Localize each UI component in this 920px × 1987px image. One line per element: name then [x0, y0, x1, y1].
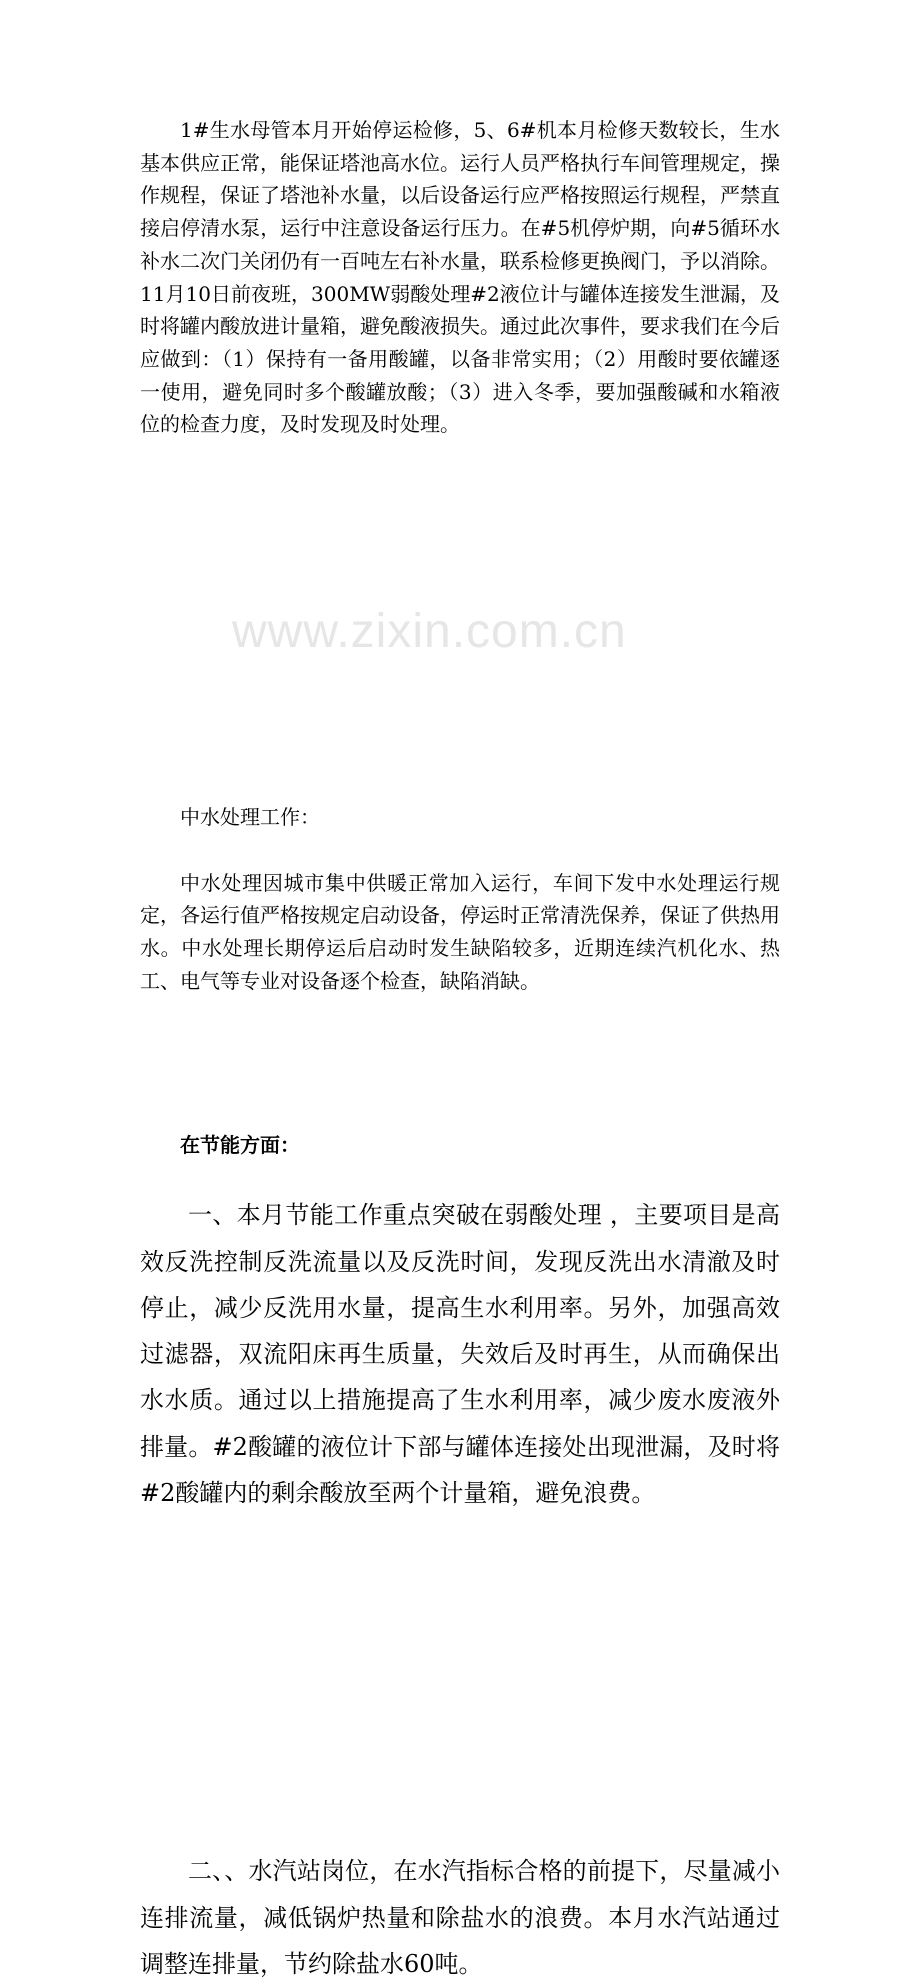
- paragraph-raw-water-operation: 1#生水母管本月开始停运检修，5、6#机本月检修天数较长，生水基本供应正常，能保证塔池高水位。运行人员严格执行车间管理规定，操作规程，保证了塔池补水量，以后设备运行应严格按照运行规程，严禁直接启停清水泵，运行中注意设备运行压力。在#5机停炉期，向#5循环水补水二次门关闭仍有一百吨左右补水量，联系检修更换阀门，予以消除。11月10日前夜班，300MW弱酸处理#2液位计与罐体连接发生泄漏，及时将罐内酸放进计量箱，避免酸液损失。通过此次事件，要求我们在今后应做到：（1）保持有一备用酸罐，以备非常实用；（2）用酸时要依罐逐一使用，避免同时多个酸罐放酸；（3）进入冬季，要加强酸碱和水箱液位的检查力度，及时发现及时处理。: [140, 118, 780, 437]
- watermark: www.zixin.com.cn: [232, 605, 627, 658]
- heading-energy-saving: 在节能方面：: [180, 1132, 300, 1157]
- paragraph-energy-saving-item-2: 二、、水汽站岗位，在水汽指标合格的前提下，尽量减小连排流量，减低锅炉热量和除盐水的浪费。本月水汽站通过调整连排量，节约除盐水60吨。: [140, 1857, 780, 1978]
- paragraph-energy-saving-item-1: 一、本月节能工作重点突破在弱酸处理 ，主要项目是高效反洗控制反洗流量以及反洗时间，发现反洗出水清澈及时停止，减少反洗用水量，提高生水利用率。另外，加强高效过滤器，双流阳床再生质量，失效后及时再生，从而确保出水水质。通过以上措施提高了生水利用率，减少废水废液外排量。#2酸罐的液位计下部与罐体连接处出现泄漏，及时将#2酸罐内的剩余酸放至两个计量箱，避免浪费。: [140, 1201, 780, 1508]
- heading-reclaimed-water: 中水处理工作：: [180, 805, 320, 830]
- paragraph-reclaimed-water: 中水处理因城市集中供暖正常加入运行，车间下发中水处理运行规定，各运行值严格按规定启动设备，停运时正常清洗保养，保证了供热用水。中水处理长期停运后启动时发生缺陷较多，近期连续汽机化水、热工、电气等专业对设备逐个检查，缺陷消缺。: [140, 870, 780, 993]
